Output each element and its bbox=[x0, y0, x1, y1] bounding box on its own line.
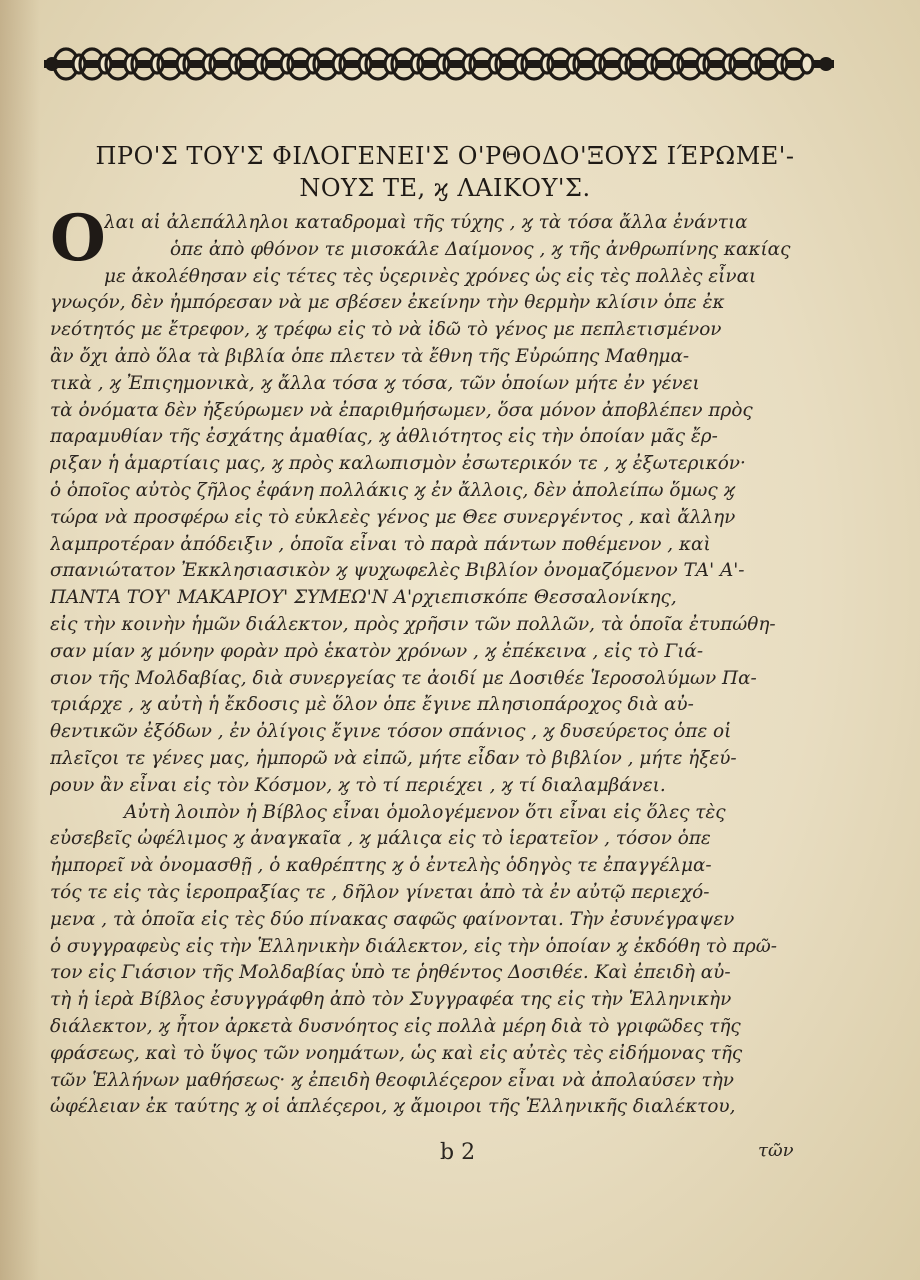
text-line: με ἀκολέθησαν εἰς τέτες τὲς ὑςερινὲς χρόνες ὡς εἰς τὲς πολλὲς εἶναι bbox=[104, 265, 757, 287]
text-line: τικὰ , ϗ Ἐπιςημονικὰ, ϗ ἄλλα τόσα ϗ τόσα, τῶν ὁποίων μήτε ἐν γένει bbox=[50, 372, 700, 394]
text-line: σιον τῆς Μολδαβίας, διὰ συνεργείας τε ἀοιδί με Δοσιθέε Ἱεροσολύμων Πα- bbox=[50, 667, 757, 689]
text-line: ριξαν ἡ ἁμαρτίαις μας, ϗ πρὸς καλωπισμὸν ἐσωτερικόν τε , ϗ ἐξωτερικόν· bbox=[50, 453, 746, 475]
text-line: πλεῖςοι τε γένες μας, ἠμπορῶ νὰ εἰπῶ, μήτε εἶδαν τὸ βιβλίον , μήτε ἠξεύ- bbox=[50, 747, 737, 769]
text-line: φράσεως, καὶ τὸ ὕψος τῶν νοημάτων, ὡς καὶ εἰς αὐτὲς τὲς εἰδήμονας τῆς bbox=[50, 1042, 743, 1064]
text-line: τὰ ὀνόματα δὲν ἠξεύρωμεν νὰ ἐπαριθμήσωμεν, ὅσα μόνον ἀποβλέπεν πρὸς bbox=[50, 399, 753, 421]
text-line: τῶν Ἑλλήνων μαθήσεως· ϗ ἐπειδὴ θεοφιλέςερον εἶναι νὰ ἀπολαύσεν τὴν bbox=[50, 1069, 734, 1091]
paragraph-1 bbox=[50, 201, 830, 800]
text-line: μενα , τὰ ὁποῖα εἰς τὲς δύο πίνακας σαφῶς φαίνονται. Τὴν ἐσυνέγραψεν bbox=[50, 908, 735, 930]
text-line: γνωςόν, δὲν ἠμπόρεσαν νὰ με σβέσεν ἐκείνην τὴν θερμὴν κλίσιν ὁπε ἐκ bbox=[50, 292, 725, 314]
decorative-header-border bbox=[44, 44, 834, 84]
text-line: ὁ συγγραφεὺς εἰς τὴν Ἑλληνικὴν διάλεκτον, εἰς τὴν ὁποίαν ϗ ἐκδόθη τὸ πρῶ- bbox=[50, 935, 777, 957]
text-line: θεντικῶν ἐξόδων , ἐν ὀλίγοις ἔγινε τόσον σπάνιος , ϗ δυσεύρετος ὁπε οἱ bbox=[50, 721, 732, 743]
page-title bbox=[60, 140, 830, 204]
text-line: ὁπε ἀπὸ φθόνον τε μισοκάλε Δαίμονος , ϗ τῆς ἀνθρωπίνης κακίας bbox=[170, 238, 791, 260]
text-line: ἂν ὄχι ἀπὸ ὅλα τὰ βιβλία ὁπε πλετεν τὰ ἔθνη τῆς Εὐρώπης Μαθημα- bbox=[50, 345, 690, 367]
text-line: λαμπροτέραν ἀπόδειξιν , ὁποῖα εἶναι τὸ παρὰ πάντων ποθέμενον , καὶ bbox=[50, 533, 711, 555]
text-line: ἠμπορεῖ νὰ ὀνομασθῇ , ὁ καθρέπτης ϗ ὁ ἐντελὴς ὁδηγὸς τε ἐπαγγέλμα- bbox=[50, 855, 712, 877]
signature-mark: b 2 bbox=[440, 1140, 476, 1165]
text-line: εὐσεβεῖς ὠφέλιμος ϗ ἀναγκαῖα , ϗ μάλιςα εἰς τὸ ἱερατεῖον , τόσον ὁπε bbox=[50, 828, 711, 850]
title-line-2: ΝΟΥΣ ΤΕ, ϗ ΛΑΙΚΟΥ'Σ. bbox=[299, 174, 591, 202]
paragraph-2 bbox=[50, 800, 830, 1122]
text-line: σαν μίαν ϗ μόνην φορὰν πρὸ ἑκατὸν χρόνων , ϗ ἐπέκεινα , εἰς τὸ Γιά- bbox=[50, 640, 704, 662]
text-line: ὠφέλειαν ἐκ ταύτης ϗ οἱ ἁπλέςεροι, ϗ ἄμοιροι τῆς Ἑλληνικῆς διαλέκτου, bbox=[50, 1096, 736, 1118]
text-line: τριάρχε , ϗ αὐτὴ ἡ ἔκδοσις μὲ ὅλον ὁπε ἔγινε πλησιοπάροχος διὰ αὐ- bbox=[50, 694, 694, 716]
text-line: λαι αἱ ἀλεπάλληλοι καταδρομαὶ τῆς τύχης , ϗ τὰ τόσα ἄλλα ἐνάντια bbox=[104, 212, 748, 233]
text-body bbox=[50, 201, 830, 1121]
text-line: ὁ ὁποῖος αὐτὸς ζῆλος ἐφάνη πολλάκις ϗ ἐν ἄλλοις, δὲν ἀπολείπω ὅμως ϗ bbox=[50, 479, 735, 501]
page-edge-stain bbox=[0, 0, 40, 1280]
text-line: τώρα νὰ προσφέρω εἰς τὸ εὐκλεὲς γένος με Θεε συνεργέντος , καὶ ἄλλην bbox=[50, 506, 736, 528]
text-line: παραμυθίαν τῆς ἐσχάτης ἀμαθίας, ϗ ἀθλιότητος εἰς τὴν ὁποίαν μᾶς ἔρ- bbox=[50, 426, 718, 448]
text-line: ρουν ἂν εἶναι εἰς τὸν Κόσμον, ϗ τὸ τί περιέχει , ϗ τί διαλαμβάνει. bbox=[50, 774, 666, 796]
text-line: διάλεκτον, ϗ ἦτον ἀρκετὰ δυσνόητος εἰς πολλὰ μέρη διὰ τὸ γριφῶδες τῆς bbox=[50, 1015, 741, 1037]
text-line: τὴ ἡ ἱερὰ Βίβλος ἐσυγγράφθη ἀπὸ τὸν Συγγραφέα της εἰς τὴν Ἑλληνικὴν bbox=[50, 989, 732, 1011]
text-line: Αὐτὴ λοιπὸν ἡ Βίβλος εἶναι ὁμολογέμενον ὅτι εἶναι εἰς ὅλες τὲς bbox=[124, 801, 726, 823]
catchword: τῶν bbox=[758, 1140, 794, 1161]
page-footer bbox=[0, 1140, 920, 1180]
text-line: εἰς τὴν κοινὴν ἡμῶν διάλεκτον, πρὸς χρῆσιν τῶν πολλῶν, τὰ ὁποῖα ἐτυπώθη- bbox=[50, 613, 776, 635]
title-line-1: ΠΡΟ'Σ ΤΟΥ'Σ ΦΙΛΟΓΕΝΕΙ'Σ Ο'ΡΘΟΔΟ'ΞΟΥΣ ΙΈΡΩΜΕ'- bbox=[95, 142, 795, 170]
text-line: νεότητός με ἔτρεφον, ϗ τρέφω εἰς τὸ νὰ ἰδῶ τὸ γένος με πεπλετισμένον bbox=[50, 319, 722, 341]
text-line: ΠΑΝΤΑ ΤΟΥ' ΜΑΚΑΡΙΟΥ' ΣΥΜΕΩ'Ν Α'ρχιεπισκόπε Θεσσαλονίκης, bbox=[50, 587, 677, 609]
text-line: τον εἰς Γιάσιον τῆς Μολδαβίας ὑπὸ τε ῥηθέντος Δοσιθέε. Καὶ ἐπειδὴ αὐ- bbox=[50, 962, 731, 984]
drop-cap: O bbox=[50, 201, 106, 276]
text-line: τός τε εἰς τὰς ἱεροπραξίας τε , δῆλον γίνεται ἀπὸ τὰ ἐν αὐτῷ περιεχό- bbox=[50, 881, 710, 903]
text-line: σπανιώτατον Ἐκκλησιασικὸν ϗ ψυχωφελὲς Βιβλίον ὀνομαζόμενον ΤΑ' Α'- bbox=[50, 560, 745, 582]
